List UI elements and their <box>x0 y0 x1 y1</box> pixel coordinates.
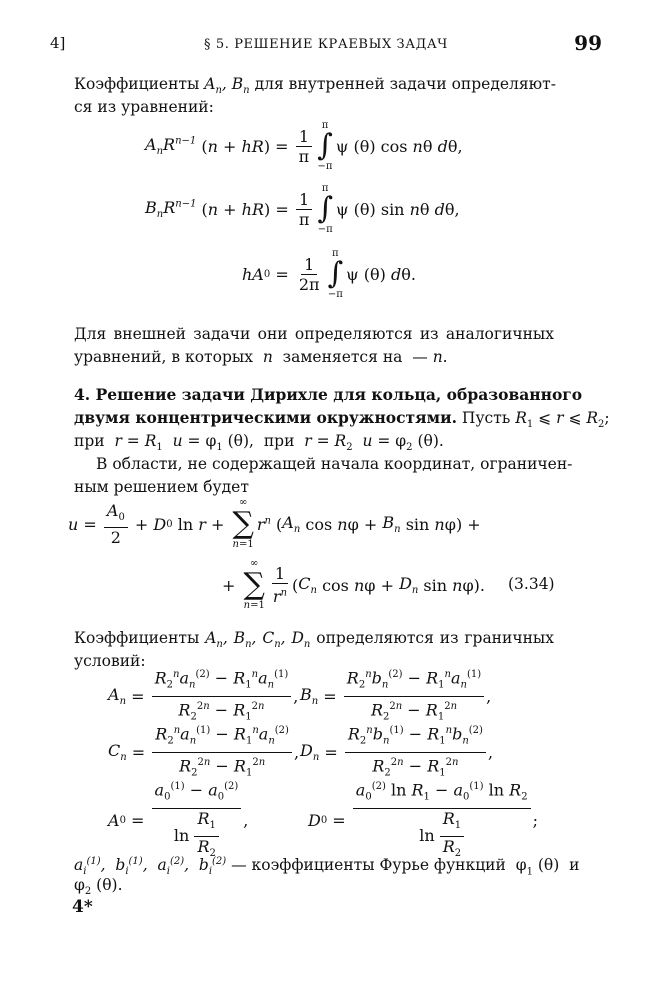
equation-number: (3.34) <box>508 575 555 593</box>
formula-D0-coef: D 0 = $a_0^{(2)}$ $\ln R_1 - a_0^{(1)}$ $\ln R_2$ ln $\frac{R_1}{R_2}$ ; <box>308 778 538 863</box>
math-inline: $A_n$, $B_n$ <box>204 75 250 97</box>
paragraph-line: ным решением будет <box>74 478 249 496</box>
formula-bn: $B_nR^{n-1}$ ( n + hR ) = $\frac{1}{\pi}$ π ∫ −π ψ (θ) sin n θ d θ, <box>145 183 460 235</box>
signature-mark: 4* <box>72 897 93 917</box>
paragraph-line: В области, не содержащей начала координат, ограничен- <box>96 455 573 473</box>
paragraph-line: $a_i^{(1)}$, $b_i^{(1)}$, $a_i^{(2)}$, $b_i^{(2)}$ — коэффициенты Фурье функций $\varphi_1$ (θ) и <box>74 856 580 878</box>
formula-Cn-coef: $C_n$ = $\frac{R_2^na_n^{(1)} - R_1^na_n^{(2)}}{R_2^{2n} - R_1^{2n}}$ , <box>108 722 299 782</box>
paragraph-line: уравнений, в которых n заменяется на — n. <box>74 348 448 366</box>
paragraph-line: Для внешней задачи они определяются из аналогичных <box>74 325 554 343</box>
page-number: 99 <box>574 31 602 55</box>
formula-u-line1: u = $\frac{A_0}{2}$ + D 0 ln r + ∞ ∑ n=1 $r^n$ ( $A_n$ cos n φ + $B_n$ sin n φ) + <box>68 497 481 550</box>
paragraph-line: Коэффициенты $A_n$, $B_n$ для внутренней задачи определяют- <box>74 75 556 97</box>
formula-A0-coef: A 0 = $a_0^{(1)} - a_0^{(2)}$ ln $\frac{R_1}{R_2}$ , <box>108 778 248 863</box>
paragraph-line: условий: <box>74 652 146 670</box>
paragraph-line: $\varphi_2$ (θ). <box>74 876 123 898</box>
section-marker: 4] <box>50 34 66 52</box>
formula-Dn-coef: $D_n$ = $\frac{R_2^nb_n^{(1)} - R_1^nb_n^{(2)}}{R_2^{2n} - R_1^{2n}}$ , <box>300 722 493 782</box>
formula-u-line2: + ∞ ∑ n=1 $\frac{1}{r^n}$ ( $C_n$ cos n φ + $D_n$ sin n φ). <box>222 558 485 611</box>
paragraph-line: Коэффициенты $A_n$, $B_n$, $C_n$, $D_n$ определяются из граничных <box>74 629 555 651</box>
running-header: § 5. РЕШЕНИЕ КРАЕВЫХ ЗАДАЧ <box>204 37 448 52</box>
section-title: 4. Решение задачи Дирихле для кольца, образованного <box>74 385 583 404</box>
formula-a0: hA 0 = $\frac{1}{2\pi}$ π ∫ −π ψ (θ) d θ. <box>242 248 416 300</box>
paragraph-line: ся из уравнений: <box>74 98 214 116</box>
paragraph-line: при $r = R_1$ $u = \varphi_1$ (θ), при $r = R_2$ $u = \varphi_2$ (θ). <box>74 432 444 454</box>
formula-an: $A_nR^{n-1}$ ( n + hR ) = $\frac{1}{\pi}$ π ∫ −π ψ (θ) cos n θ d θ, <box>145 120 463 172</box>
section-title: двумя концентрическими окружностями. Пусть $R_1$ ⩽ r ⩽ $R_2$; <box>74 408 610 431</box>
formula-An-coef: $A_n$ = $\frac{R_2^na_n^{(2)} - R_1^na_n^{(1)}}{R_2^{2n} - R_1^{2n}}$ , <box>108 666 298 726</box>
formula-Bn-coef: $B_n$ = $\frac{R_2^nb_n^{(2)} - R_1^na_n^{(1)}}{R_2^{2n} - R_1^{2n}}$ , <box>300 666 491 726</box>
